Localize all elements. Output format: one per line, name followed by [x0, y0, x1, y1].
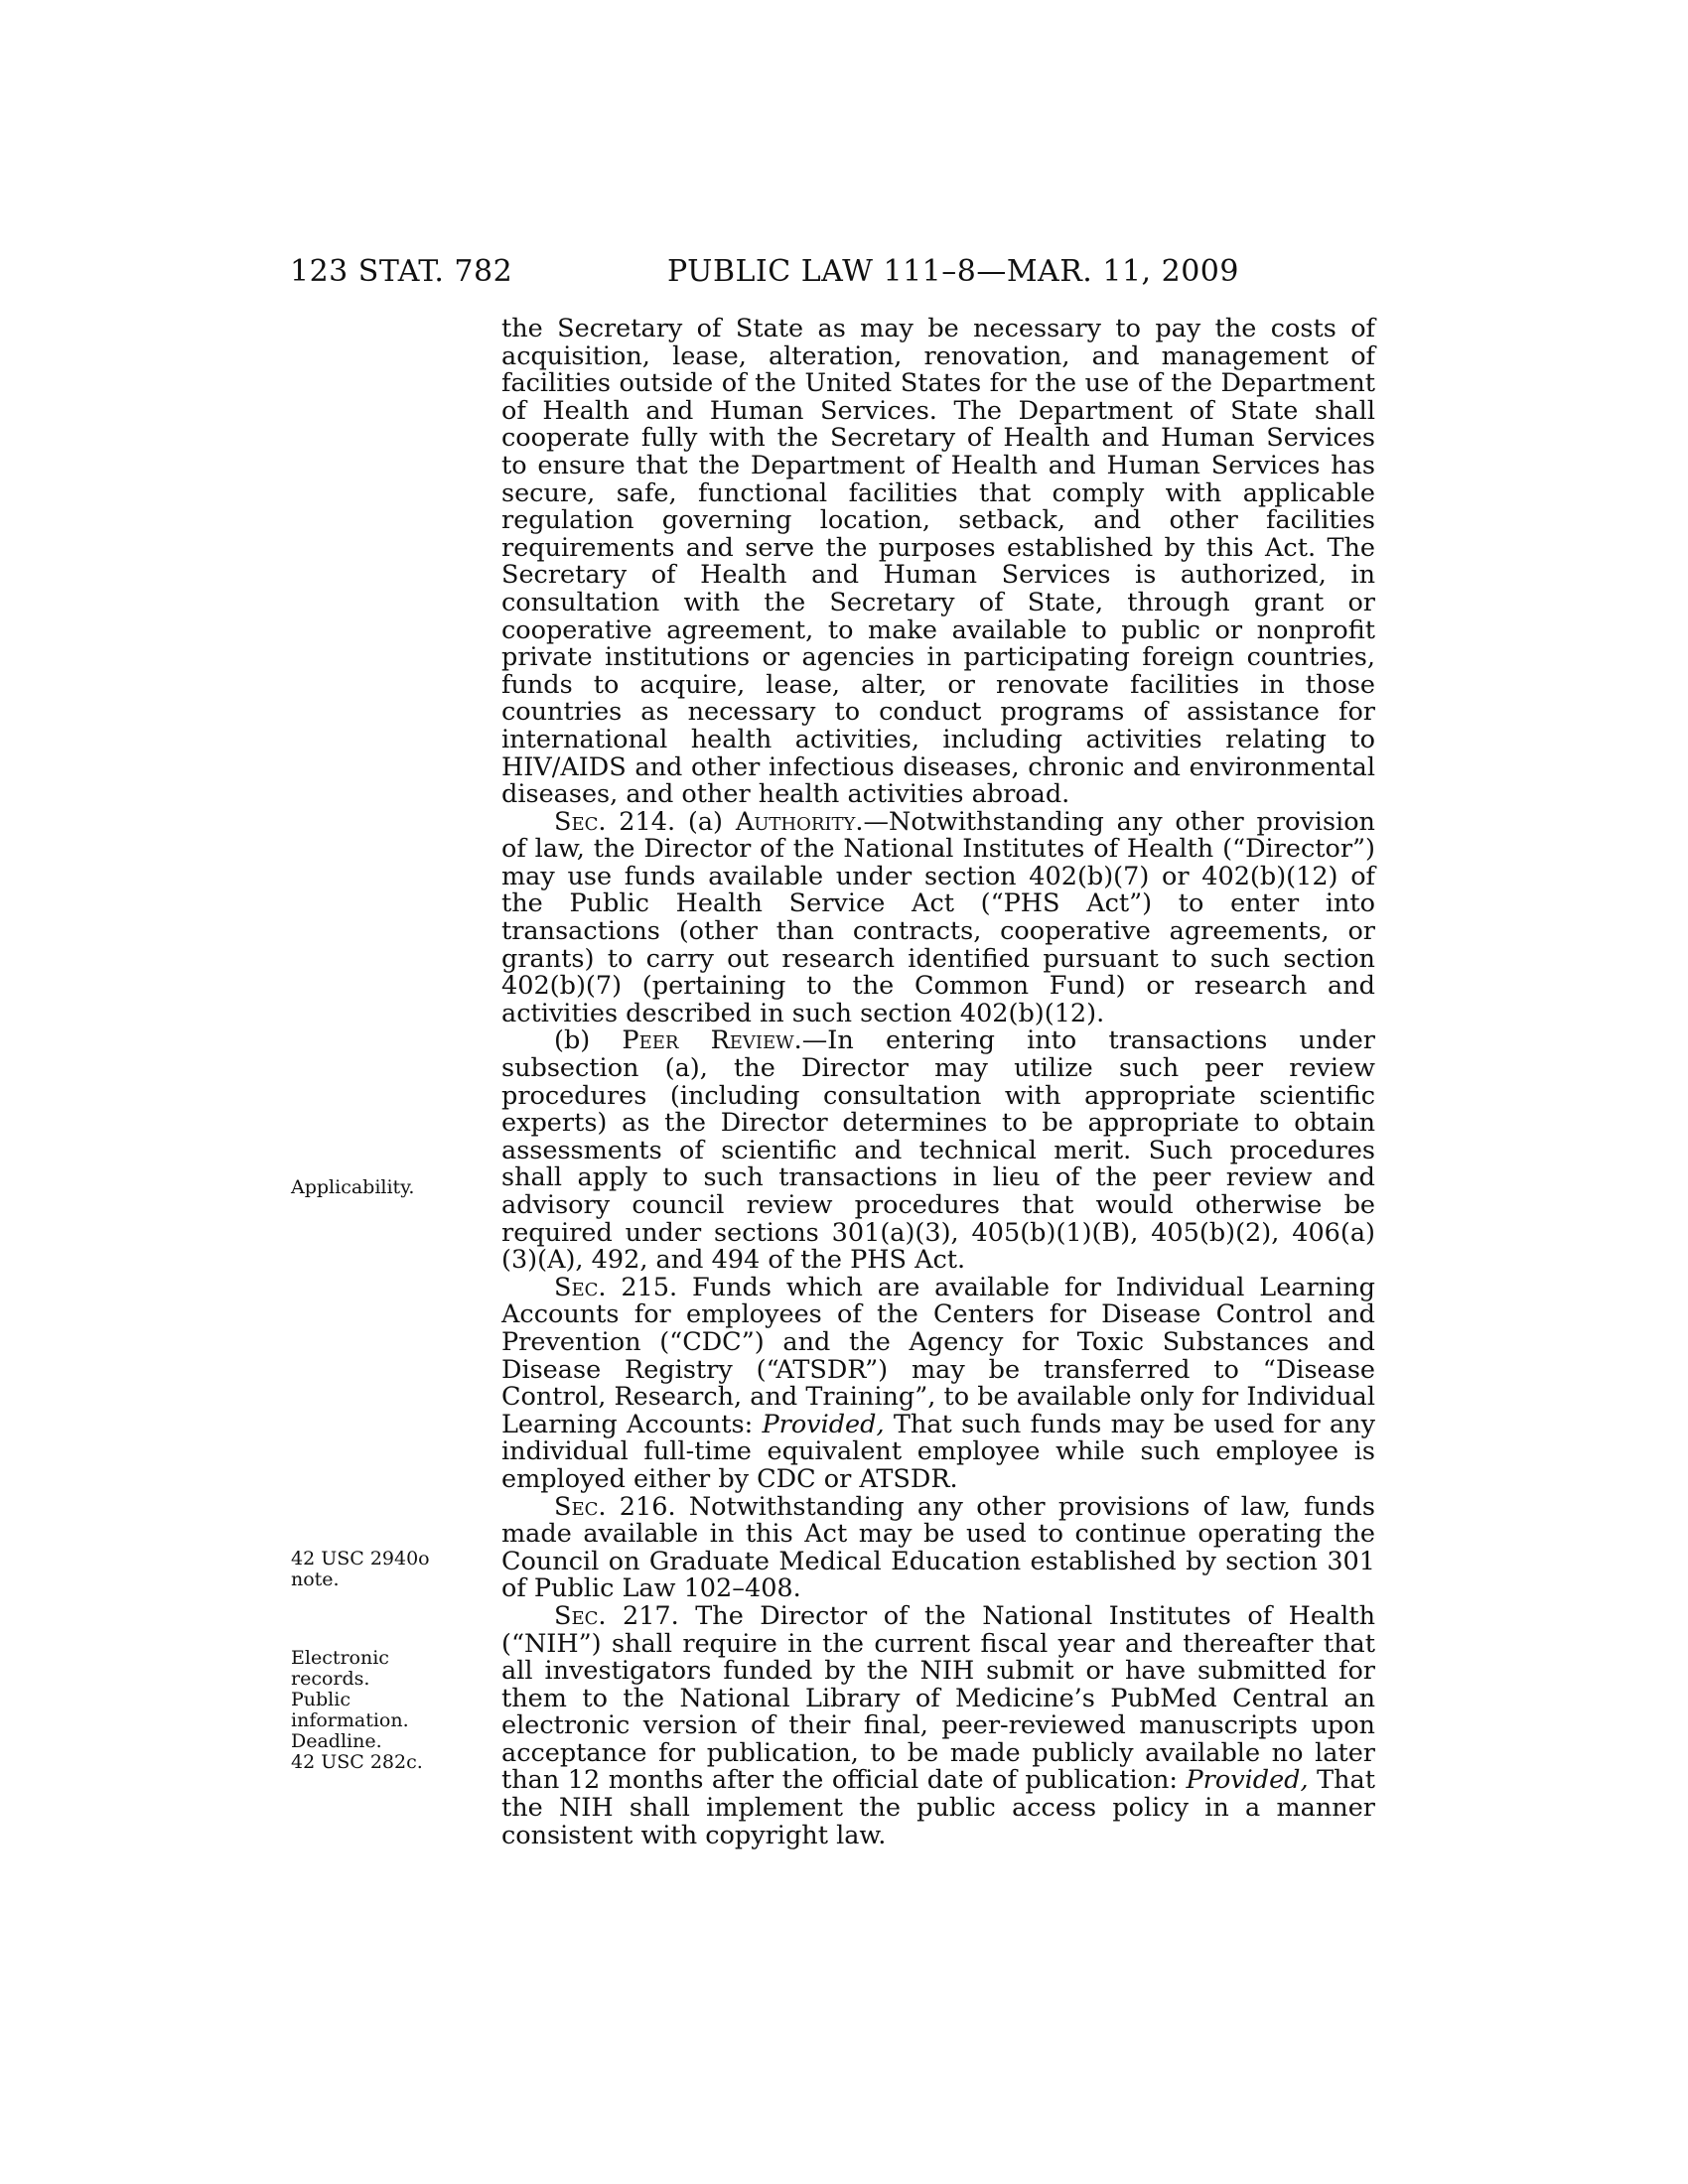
section-text: Funds which are available for Individual Learning Accounts for employees of the Centers for Disease Control and Prevention (“CDC”) and the Agency for Toxic Substances and Disease Registry (“ATSDR”) may be transferred to “Disease Control, Research, and Training”, to be available only for Individual Learning Accounts: — [501, 1272, 1376, 1439]
margin-note-line: information. — [291, 1709, 409, 1731]
section-text: The Director of the National Institutes of Health (“NIH”) shall require in the current fiscal year and thereafter that all investigators funded by the NIH submit or have submitted for them to the National Library of Medicine’s PubMed Central an electronic version of their final, peer-reviewed manuscripts upon acceptance for publication, to be made publicly available no later than 12 months after the official date of publication: — [501, 1600, 1375, 1796]
proviso-italic: Provided, — [1186, 1765, 1309, 1796]
paragraph-continuation: the Secretary of State as may be necessary to pay the costs of acquisition, lease, alteration, renovation, and management of facilities outside of the United States for the use of the Department of Health and Human Services. The Department of State shall cooperate fully with the Secretary of Health and Human Services to ensure that the Department of Health and Human Services has secure, safe, functional facilities that comply with applicable regulation governing location, setback, and other facilities requirements and serve the purposes established by this Act. The Secretary of Health and Human Services is authorized, in consultation with the Secretary of State, through grant or cooperative agreement, to make available to public or nonprofit private institutions or agencies in participating foreign countries, funds to acquire, lease, alter, or renovate facilities in those countries as necessary to conduct programs of assistance for international health activities, including activities relating to HIV/AIDS and other infectious diseases, chronic and environmental diseases, and other health activities abroad. — [501, 314, 1375, 810]
section-text: Notwithstanding any other provisions of law, funds made available in this Act may be used to continue operating the Council on Graduate Medical Education established by section 301 of Public Law 102–408. — [501, 1491, 1375, 1604]
subsection-marker: (b) — [554, 1025, 591, 1056]
subsection-heading: Peer Review. — [622, 1025, 802, 1056]
margin-note-line: records. — [291, 1668, 370, 1690]
section-214a — [501, 806, 1375, 1028]
margin-note-usc — [291, 1549, 440, 1590]
section-label: Sec. 215. — [554, 1272, 678, 1302]
section-217 — [501, 1600, 1375, 1850]
margin-note-applicability: Applicability. — [291, 1176, 415, 1198]
section-text: —Notwithstanding any other provision of law, the Director of the National Institutes of Health (“Director”) may use funds available under section 402(b)(7) or 402(b)(12) of the Public Health Service Act (“PHS Act”) to enter into transactions (other than contracts, cooperative agreements, or grants) to carry out research identified pursuant to such section 402(b)(7) (pertaining to the Common Fund) or research and activities described in such section 402(b)(12). — [501, 806, 1375, 1028]
section-text: —In entering into transactions under subsection (a), the Director may utilize such peer review procedures (including consultation with appropriate scientific experts) as the Director determines to be appropriate to obtain assessments of scientific and technical merit. Such procedures shall apply to such transactions in lieu of the peer review and advisory council review procedures that would otherwise be required under sections 301(a)(3), 405(b)(1)(B), 405(b)(2), 406(a)(3)(A), 492, and 494 of the PHS Act. — [501, 1025, 1375, 1276]
section-text: That such funds may be used for any individual full-time equivalent employee while such employee is employed either by CDC or ATSDR. — [501, 1409, 1375, 1494]
section-label: Sec. 214. — [554, 806, 676, 837]
margin-note-line: Electronic — [291, 1647, 389, 1669]
margin-note-line: note. — [291, 1569, 340, 1590]
section-text: That the NIH shall implement the public access policy in a manner consistent with copyright law. — [501, 1765, 1375, 1850]
subsection-heading: Authority. — [735, 806, 864, 837]
margin-note-line: 42 USC 2940o — [291, 1548, 430, 1570]
section-label: Sec. 217. — [554, 1600, 679, 1631]
statute-page-number: 123 STAT. 782 — [290, 254, 513, 289]
margin-note-line: 42 USC 282c. — [291, 1751, 423, 1773]
margin-note-electronic-records — [291, 1648, 440, 1773]
section-215 — [501, 1272, 1376, 1494]
subsection-marker: (a) — [687, 806, 723, 837]
margin-note-line: Deadline. — [291, 1730, 382, 1752]
proviso-italic: Provided, — [762, 1409, 885, 1439]
section-214b — [501, 1027, 1375, 1274]
margin-note-line: Public — [291, 1689, 351, 1710]
running-header: PUBLIC LAW 111–8—MAR. 11, 2009 — [667, 254, 1239, 289]
body-text — [501, 316, 1375, 1849]
section-216 — [501, 1491, 1375, 1604]
section-label: Sec. 216. — [554, 1491, 676, 1522]
